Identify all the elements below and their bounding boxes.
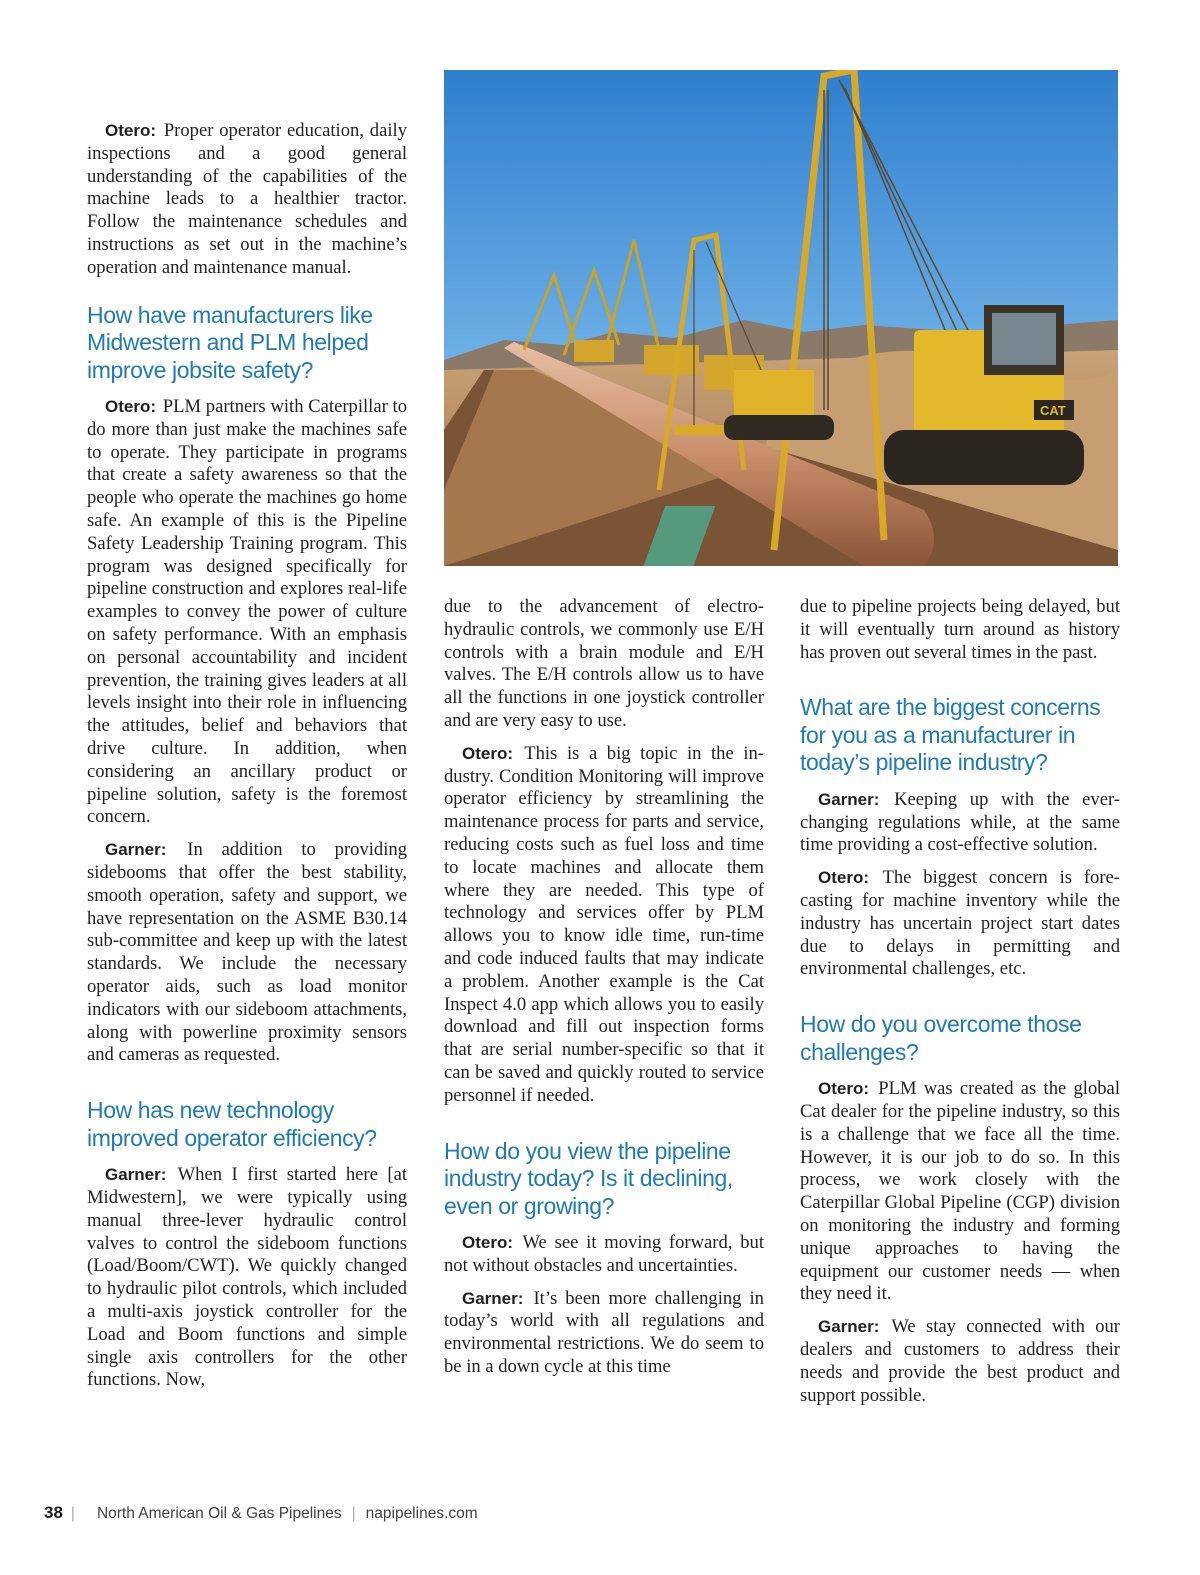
page-number: 38 [44,1503,63,1522]
section-heading: How have manufacturers like Midwestern and PLM helped improve jobsite safety? [87,301,373,383]
paragraph-text: PLM partners with Caterpillar to do more than just make the machines safe to operate. They participate in programs that create a safety awareness so that the people who operate the machines go home safe. An example of this is the Pipeline Safety Leadership Training program. This program was designed specifically for pipeline construction and explores real-life examples to convey the power of culture on safety performance. With an emphasis on personal accountability and incident prevention, the training gives leaders at all levels insight into their role in influencing the attitudes, belief and behaviors that drive culture. In addition, when considering an ancillary product or pipeline solution, safety is the foremost concern. [87,396,408,828]
speaker-name: Garner: [462,1288,524,1308]
paragraph [87,1164,407,1392]
speaker-name: Otero: [818,1079,869,1099]
paragraph-text: This is a big topic in the industry. Condition Monitoring will improve operator efficiency by streamlining the maintenance process for parts and service, reducing costs such as fuel loss and time to locate machines and allocate them where they are needed. This type of technology and services offer by PLM allows you to know idle time, run-time and code induced faults that may indicate a problem. Another example is the Cat Inspect 4.0 app which allows you to easily download and fill out inspection forms that are serial number-specific so that it can be saved and quickly routed to service personnel if needed. [444,742,764,1106]
section-heading: How do you view the pipeline industry today? Is it declining, even or growing? [444,1137,733,1219]
speaker-name: Garner: [818,1317,880,1337]
speaker-name: Otero: [462,743,513,763]
paragraph [87,396,407,829]
speaker-name: Otero: [105,397,156,417]
article-photo [444,70,1118,566]
column-3 [800,596,1120,1417]
paragraph [87,839,407,1067]
paragraph [800,596,1120,664]
paragraph-text: It’s been more challenging in today’s world with all regulations and environmental restrictions. We do seem to be in a down cycle at this time [444,1287,764,1378]
section-heading: How do you overcome those challenges? [800,1011,1082,1065]
speaker-name: Garner: [105,840,167,860]
publication-name: North American Oil & Gas Pipelines [96,1505,342,1522]
paragraph-text: due to the advancement of electro-hydraulic controls, we commonly use E/H controls with a brain module and E/H valves. The E/H controls allow us to have all the functions in one joystick controller and are very easy to use. [444,596,764,731]
speaker-name: Otero: [105,121,156,140]
column-2 [444,596,764,1389]
paragraph-text: due to pipeline projects being delayed, but it will eventually turn around as history has proven out several times in the past. [800,596,1120,663]
speaker-name: Garner: [105,1165,167,1185]
paragraph [800,1078,1120,1306]
paragraph-text: Keeping up with the ever-changing regulations while, at the same time providing a cost-effective solution. [800,788,1120,856]
section-heading: How has new technology improved operator efficiency? [87,1097,377,1151]
paragraph [444,1288,764,1379]
column-1 [87,120,407,1402]
paragraph-text: We stay connected with our dealers and customers to address their needs and provide the best product and support possible. [800,1316,1120,1406]
paragraph [87,120,407,280]
footer-separator: | [351,1505,356,1522]
paragraph [800,1316,1120,1407]
paragraph-text: PLM was created as the global Cat dealer for the pipeline industry, so this is a challenge that we face all the time. However, it is our job to do so. In this process, we work closely with the Caterpillar Global Pipeline (CGP) division on monitoring the industry and forming unique approaches to having the equipment our customer needs — when they need it. [800,1078,1120,1305]
paragraph-text: We see it moving forward, but not without obstacles and uncertainties. [444,1232,765,1276]
paragraph-text: Proper operator education, daily inspections and a good general understanding of the capabilities of the machine leads to a healthier tractor. Follow the maintenance schedules and instructions as set out in the machine’s operation and maintenance manual. [87,120,407,278]
paragraph [800,789,1120,857]
speaker-name: Otero: [818,868,869,888]
website-link[interactable]: napipelines.com [365,1505,478,1522]
speaker-name: Otero: [462,1233,513,1253]
page-footer [44,1503,478,1527]
paragraph-text: In addition to providing sidebooms that offer the best stability, smooth operation, safety and support, we have representation on the ASME B30.14 sub-committee and keep up with the latest standards. We include the necessary operator aids, such as load monitor indicators with our sideboom attachments, along with powerline proximity sensors and cameras as requested. [87,839,407,1066]
paragraph-text: The biggest concern is forecasting for machine inventory while the industry has uncertain project start dates due to delays in permitting and environmental challenges, etc. [800,867,1120,980]
pipelayer-illustration [444,70,1118,566]
speaker-name: Garner: [818,789,880,809]
footer-separator: | [70,1505,75,1522]
paragraph-text: When I first started here [at Midwestern], we were typically using manual three-lever hydraulic control valves to control the sideboom functions (Load/Boom/CWT). We quickly changed to hydraulic pilot controls, which included a multi-axis joystick controller for the Load and Boom functions and simple single axis controllers for the other functions. Now, [87,1164,408,1391]
paragraph [800,867,1120,981]
paragraph [444,1232,764,1278]
paragraph [444,596,764,733]
paragraph [444,743,764,1108]
svg-text:CAT: CAT [1040,403,1066,418]
section-heading: What are the biggest concerns for you as a manufacturer in today’s pipeline industry? [800,694,1101,776]
